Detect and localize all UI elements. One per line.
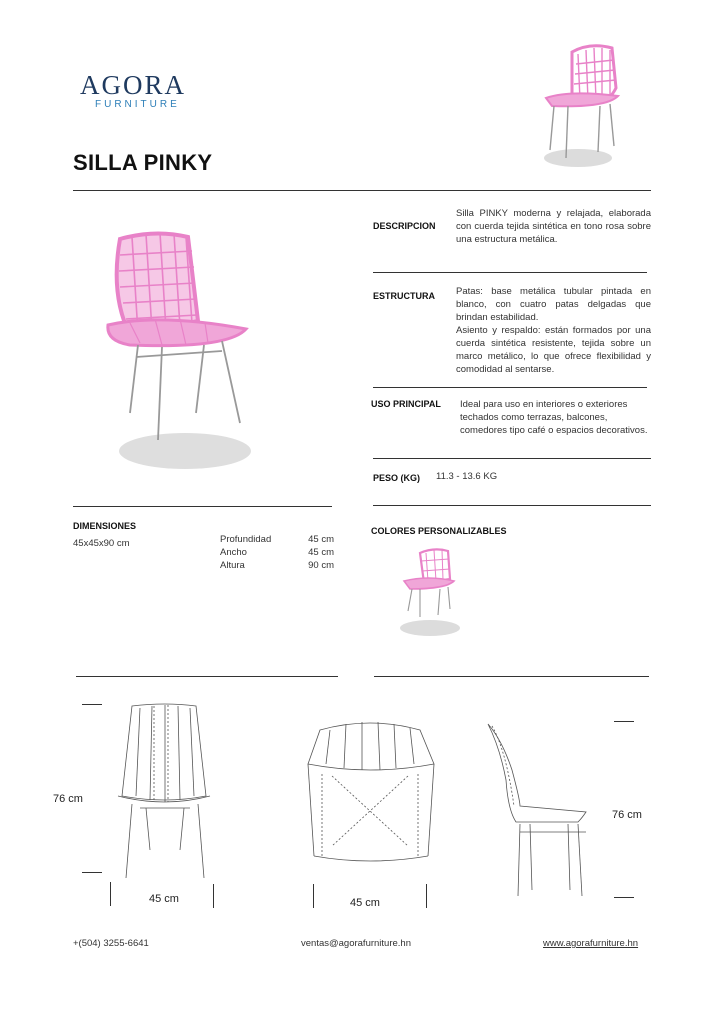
descripcion-text: Silla PINKY moderna y relajada, elaborada con cuerda tejida sintética en tono rosa sobre una estructura metálica. [456, 208, 651, 245]
front-height-tick-top [82, 704, 102, 705]
peso-value: 11.3 - 13.6 KG [436, 471, 498, 482]
side-height-label: 76 cm [612, 809, 642, 821]
dimensions-divider-top [73, 506, 332, 507]
front-width-label: 45 cm [149, 893, 179, 905]
front-height-label: 76 cm [53, 793, 83, 805]
front-height-tick-bottom [82, 872, 102, 873]
top-width-tick-left [313, 884, 314, 908]
title-divider [73, 190, 651, 191]
chair-main-image [100, 225, 260, 475]
footer-phone: +(504) 3255-6641 [73, 938, 149, 949]
dimension-row [220, 560, 334, 573]
dimension-key: Altura [220, 560, 245, 571]
dimension-key: Ancho [220, 547, 247, 558]
dimension-row [220, 534, 334, 547]
front-width-tick-right [213, 884, 214, 908]
top-width-label: 45 cm [350, 897, 380, 909]
footer-website-link[interactable]: www.agorafurniture.hn [543, 938, 639, 949]
chair-thumbnail-top [540, 40, 630, 170]
page-title: SILLA PINKY [73, 150, 213, 175]
dimensions-summary: 45x45x90 cm [73, 538, 130, 549]
descripcion-label: DESCRIPCION [373, 221, 436, 231]
dimensions-label: DIMENSIONES [73, 521, 137, 531]
dimension-key: Profundidad [220, 534, 272, 545]
side-height-tick-bottom [614, 897, 634, 898]
side-height-tick-top [614, 721, 634, 722]
estructura-text-1: Patas: base metálica tubular pintada en blanco, con cuatro patas delgadas que brindan estabilidad. [456, 286, 651, 323]
drawing-side-view [482, 720, 602, 900]
drawing-front-view [110, 700, 220, 885]
estructura-divider [373, 387, 647, 388]
brand-logo-sub: FURNITURE [95, 99, 180, 110]
drawing-top-view [300, 716, 440, 876]
right-bottom-divider [374, 676, 649, 677]
dimension-row [220, 547, 334, 560]
brand-logo: AGORA [80, 70, 187, 100]
uso-text: Ideal para uso en interiores o exteriores techados como terrazas, balcones, comedores tipo café o espacios decorativos. [460, 399, 648, 436]
colores-label: COLORES PERSONALIZABLES [371, 526, 507, 536]
uso-label: USO PRINCIPAL [371, 399, 441, 409]
chair-color-swatch [398, 545, 462, 640]
dimension-value: 45 cm [308, 534, 334, 545]
dimensions-table [220, 534, 334, 573]
front-width-tick-left [110, 882, 111, 906]
estructura-label: ESTRUCTURA [373, 291, 435, 301]
top-width-tick-right [426, 884, 427, 908]
footer-email[interactable]: ventas@agorafurniture.hn [301, 938, 411, 949]
dimension-value: 45 cm [308, 547, 334, 558]
estructura-text-2: Asiento y respaldo: están formados por una cuerda sintética resistente, tejida sobre un marco metálico, lo que ofrece flexibilidad y comodidad al sentarse. [456, 325, 651, 375]
dimension-value: 90 cm [308, 560, 334, 571]
descripcion-divider [373, 272, 647, 273]
uso-divider [373, 458, 651, 459]
left-bottom-divider [76, 676, 338, 677]
peso-label: PESO (KG) [373, 473, 421, 483]
peso-divider [373, 505, 651, 506]
